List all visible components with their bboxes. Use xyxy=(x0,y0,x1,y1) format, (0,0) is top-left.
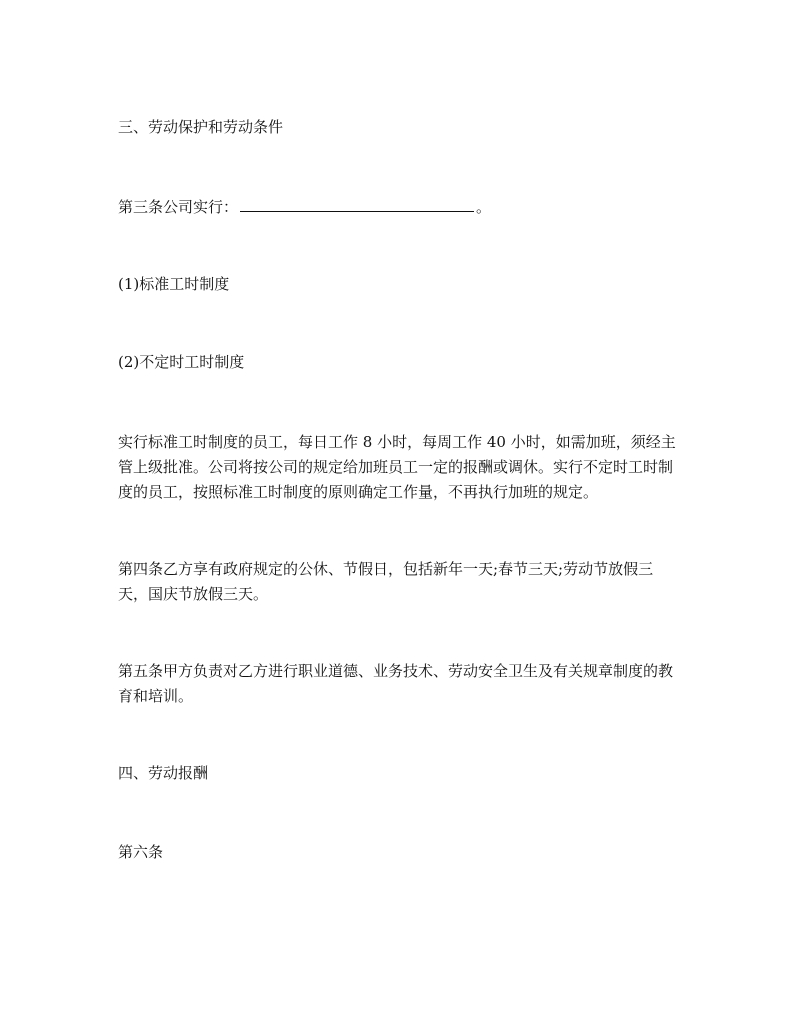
article-three xyxy=(118,195,683,220)
fill-in-blank xyxy=(240,198,474,212)
article-three-suffix: 。 xyxy=(476,198,492,216)
option-flexible-hours: (2)不定时工时制度 xyxy=(118,353,245,371)
working-hours-paragraph: 实行标准工时制度的员工，每日工作 8 小时，每周工作 40 小时，如需加班，须经主管上级批准。公司将按公司的规定给加班员工一定的报酬或调休。实行不定时工时制度的员工，按照标准工时制度的原则确定工作量，不再执行加班的规定。 xyxy=(118,433,676,501)
option-standard-hours: (1)标准工时制度 xyxy=(118,275,230,293)
section-three-heading: 三、劳动保护和劳动条件 xyxy=(118,118,284,136)
article-six: 第六条 xyxy=(118,843,164,861)
article-four: 第四条乙方享有政府规定的公休、节假日，包括新年一天;春节三天;劳动节放假三天，国庆节放假三天。 xyxy=(118,560,654,603)
section-four-heading: 四、劳动报酬 xyxy=(118,764,209,782)
article-five: 第五条甲方负责对乙方进行职业道德、业务技术、劳动安全卫生及有关规章制度的教育和培训。 xyxy=(118,662,674,705)
article-three-prefix: 第三条公司实行： xyxy=(118,198,239,216)
